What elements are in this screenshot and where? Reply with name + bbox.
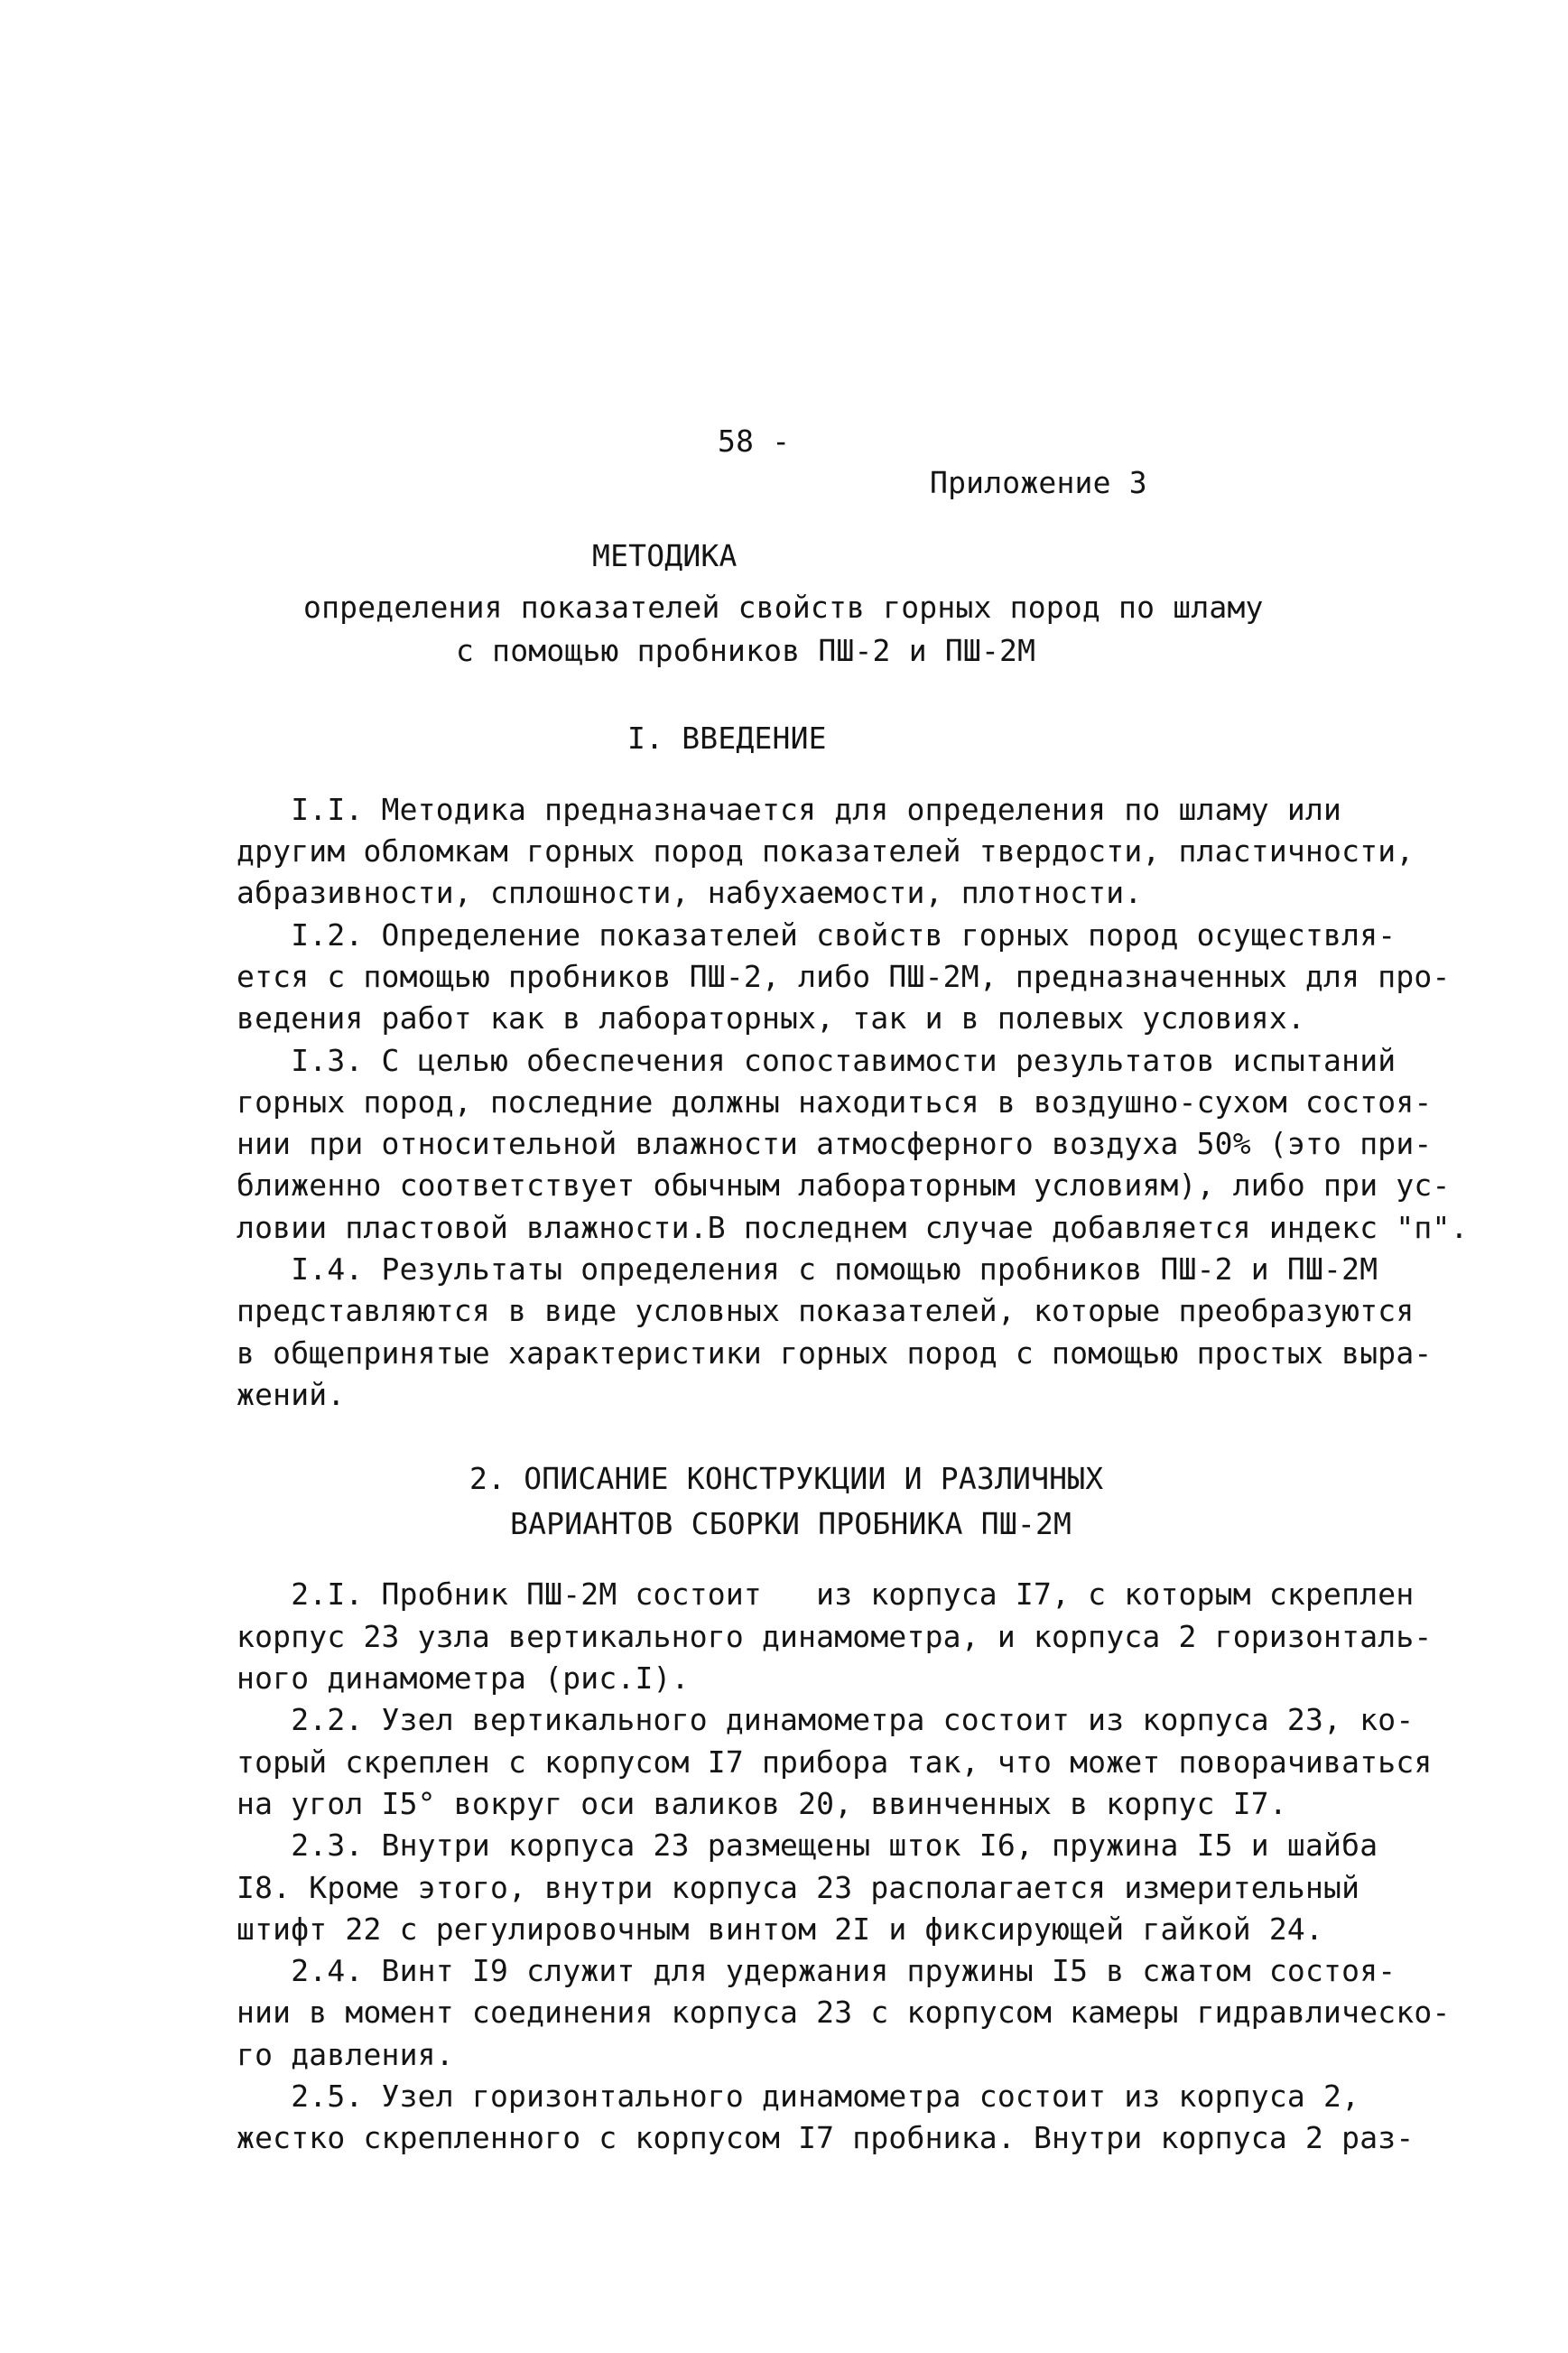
paragraph-line: 2.4. Винт I9 служит для удержания пружины I5 в сжатом состоя- [237, 1953, 1396, 1988]
paragraph-line: го давления. [237, 2037, 454, 2072]
paragraph-line: горных пород, последние должны находиться в воздушно-сухом состоя- [237, 1084, 1433, 1120]
paragraph-line: I.4. Результаты определения с помощью пробников ПШ-2 и ПШ-2М [237, 1251, 1378, 1287]
section-1-heading: I. ВВЕДЕНИЕ [627, 721, 827, 756]
document-subtitle-line-1: определения показателей свойств горных пород по шламу [303, 590, 1264, 625]
paragraph-line: 2.I. Пробник ПШ-2М состоит из корпуса I7, с которым скреплен [237, 1576, 1415, 1612]
paragraph-line: 2.5. Узел горизонтального динамометра состоит из корпуса 2, [237, 2079, 1360, 2114]
paragraph-line: представляются в виде условных показателей, которые преобразуются [237, 1293, 1415, 1328]
paragraph-line: I.I. Методика предназначается для определения по шламу или [237, 792, 1342, 827]
paragraph-line: ведения работ как в лабораторных, так и в полевых условиях. [237, 1000, 1305, 1036]
paragraph-line: I.2. Определение показателей свойств горных пород осуществля- [237, 917, 1396, 953]
paragraph-line: в общепринятые характеристики горных пород с помощью простых выра- [237, 1335, 1433, 1371]
document-title: МЕТОДИКА [592, 538, 738, 573]
paragraph-line: штифт 22 с регулировочным винтом 2I и фиксирующей гайкой 24. [237, 1911, 1324, 1947]
paragraph-line: 2.3. Внутри корпуса 23 размещены шток I6, пружина I5 и шайба [237, 1828, 1378, 1863]
paragraph-line: жестко скрепленного с корпусом I7 пробника. Внутри корпуса 2 раз- [237, 2120, 1415, 2155]
paragraph-line: корпус 23 узла вертикального динамометра, и корпуса 2 горизонталь- [237, 1619, 1433, 1654]
paragraph-line: торый скреплен с корпусом I7 прибора так, что может поворачиваться [237, 1744, 1433, 1780]
paragraph-line: ется с помощью пробников ПШ-2, либо ПШ-2М, предназначенных для про- [237, 959, 1451, 994]
appendix-label: Приложение 3 [930, 465, 1147, 500]
paragraph-line: другим обломкам горных пород показателей твердости, пластичности, [237, 833, 1415, 869]
paragraph-line: I8. Кроме этого, внутри корпуса 23 располагается измерительный [237, 1870, 1360, 1905]
paragraph-line: нии при относительной влажности атмосферного воздуха 50% (это при- [237, 1126, 1433, 1161]
paragraph-line: абразивности, сплошности, набухаемости, плотности. [237, 875, 1143, 910]
paragraph-line: нии в момент соединения корпуса 23 с корпусом камеры гидравлическо- [237, 1995, 1451, 2030]
paragraph-line: 2.2. Узел вертикального динамометра состоит из корпуса 23, ко- [237, 1702, 1415, 1737]
paragraph-line: I.3. С целью обеспечения сопоставимости результатов испытаний [237, 1043, 1396, 1078]
paragraph-line: ближенно соответствует обычным лабораторным условиям), либо при ус- [237, 1167, 1451, 1203]
section-2-heading-line-2: ВАРИАНТОВ СБОРКИ ПРОБНИКА ПШ-2М [510, 1506, 1072, 1541]
paragraph-line: ного динамометра (рис.I). [237, 1660, 690, 1696]
paragraph-line: жений. [237, 1377, 346, 1412]
page-number: 58 - [718, 423, 791, 459]
document-subtitle-line-2: с помощью пробников ПШ-2 и ПШ-2М [456, 633, 1036, 668]
section-2-heading-line-1: 2. ОПИСАНИЕ КОНСТРУКЦИИ И РАЗЛИЧНЫХ [469, 1461, 1104, 1496]
paragraph-line: на угол I5° вокруг оси валиков 20, ввинченных в корпус I7. [237, 1786, 1287, 1821]
paragraph-line: ловии пластовой влажности.В последнем случае добавляется индекс "п". [237, 1210, 1469, 1245]
